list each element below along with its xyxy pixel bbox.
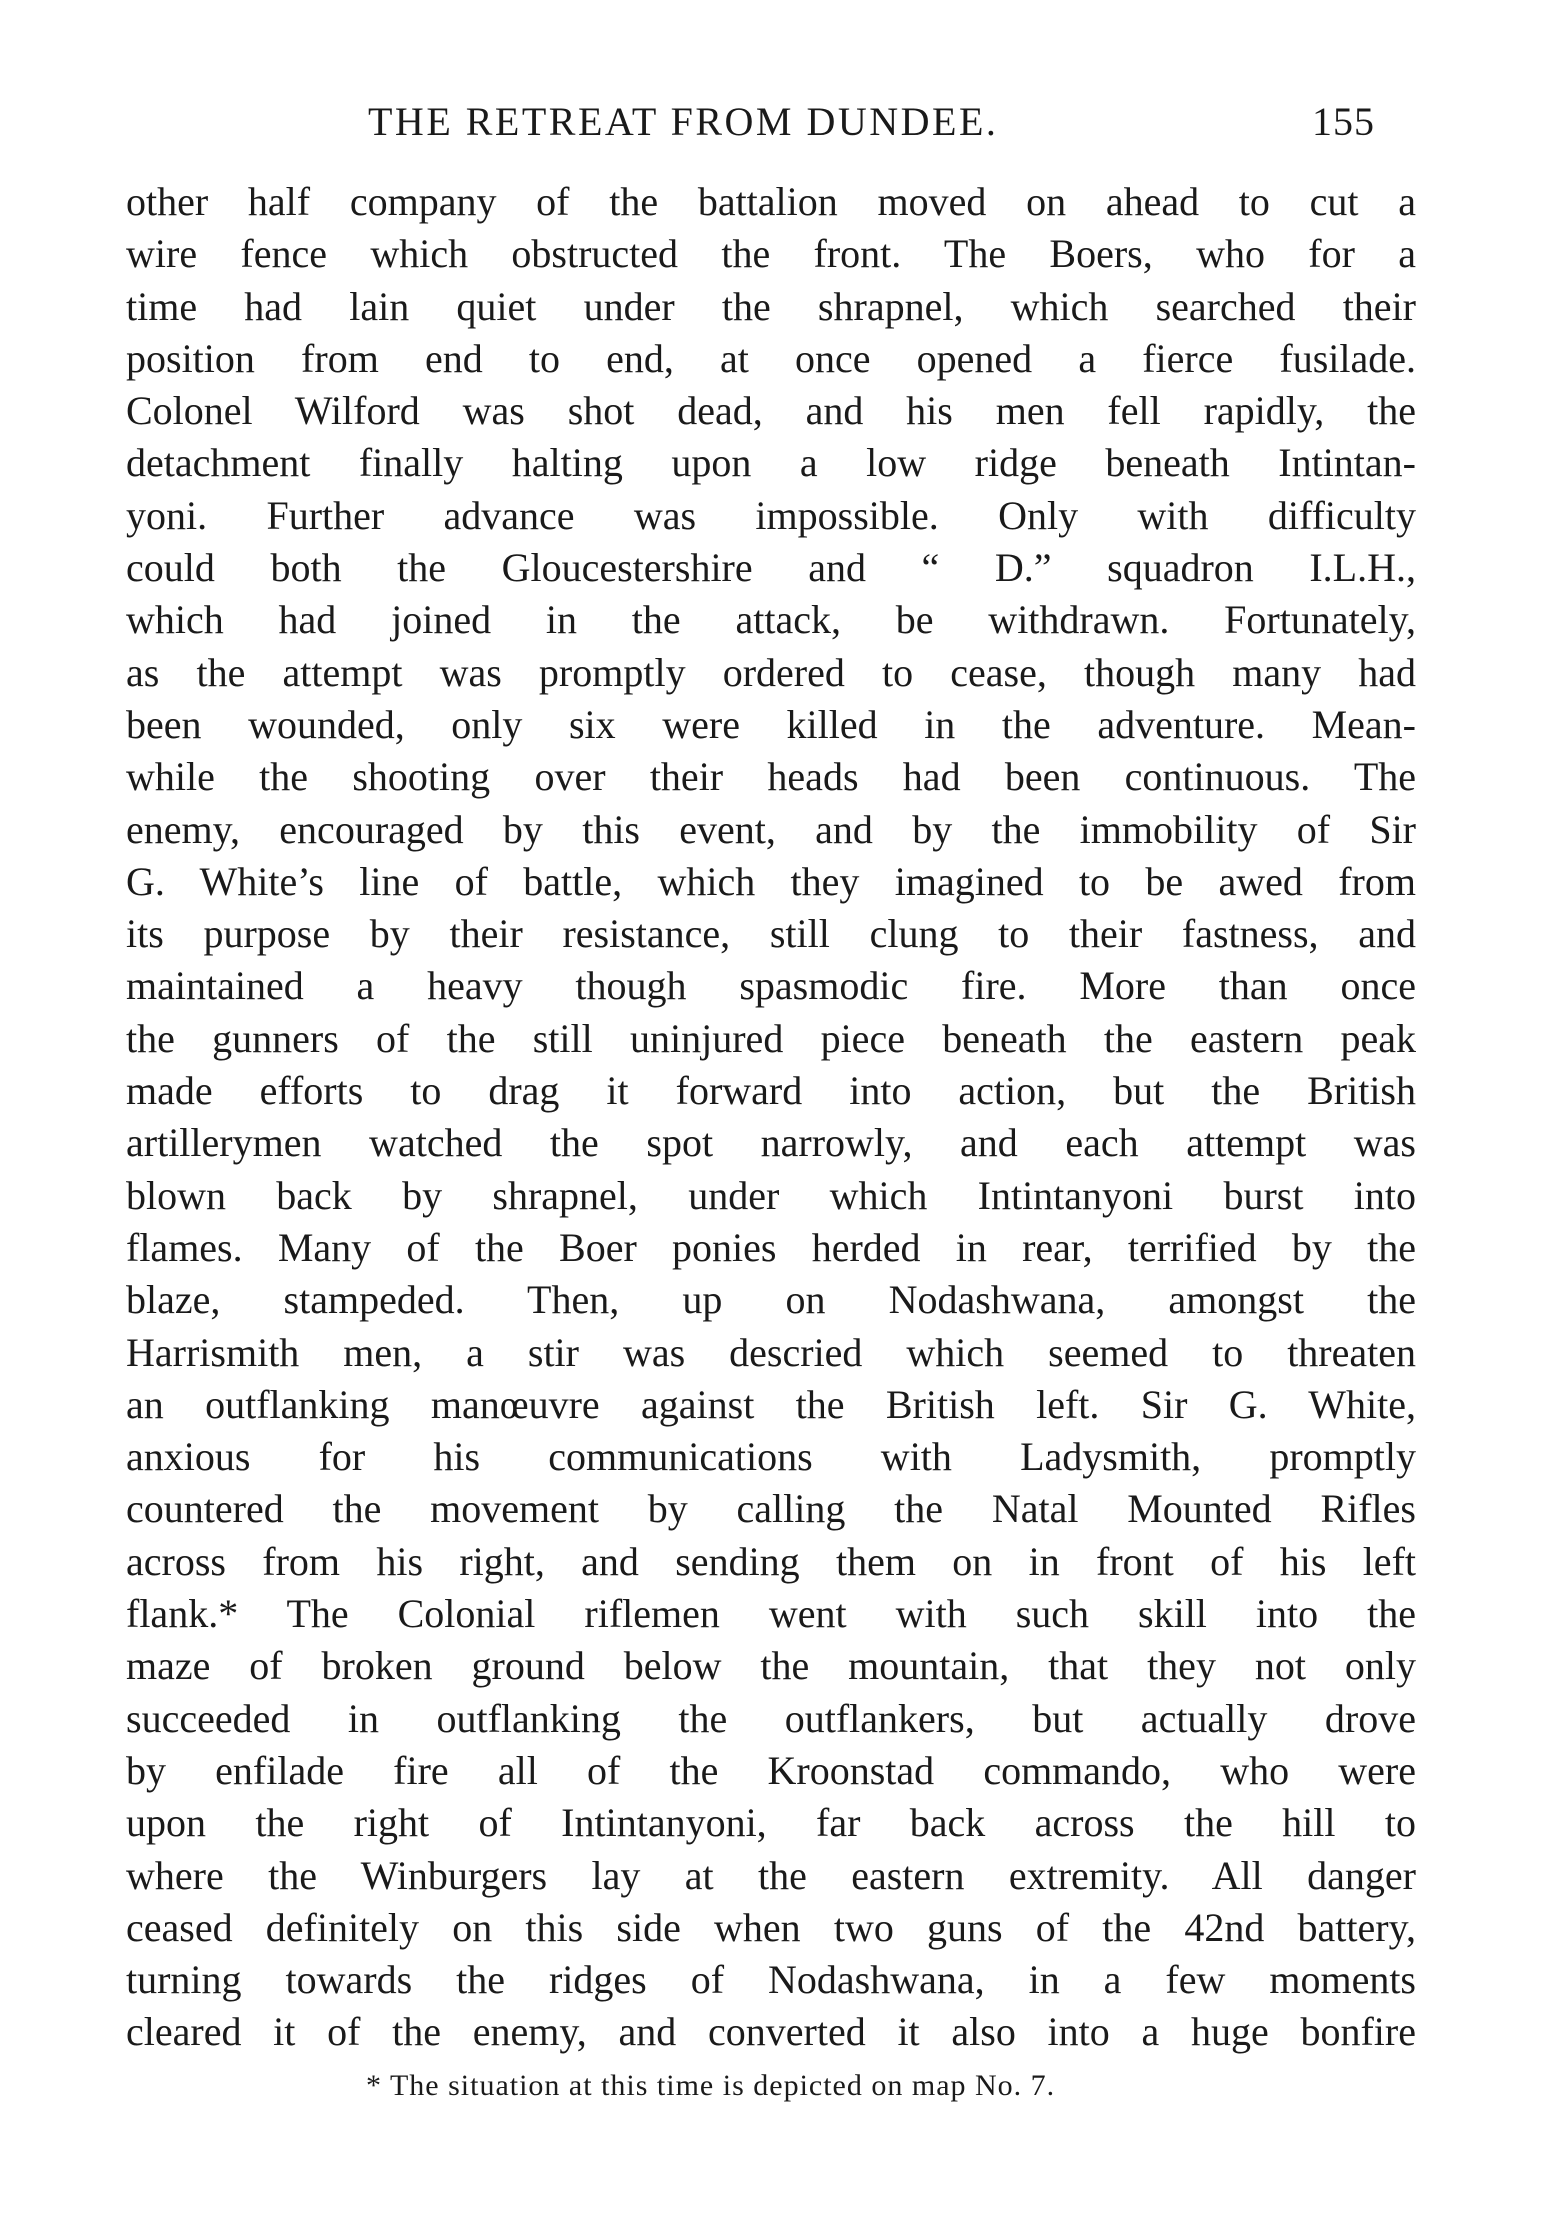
text-line: maintained a heavy though spasmodic fire. More than once — [126, 963, 1416, 1009]
text-line: Colonel Wilford was shot dead, and his men fell rapidly, the — [126, 388, 1416, 434]
text-line: Harrismith men, a stir was descried which seemed to threaten — [126, 1329, 1416, 1375]
text-line: maze of broken ground below the mountain, that they not only — [126, 1643, 1416, 1689]
body-text — [126, 176, 1416, 2059]
text-line: upon the right of Intintanyoni, far back across the hill to — [126, 1800, 1416, 1846]
text-line: yoni. Further advance was impossible. Only with difficulty — [126, 492, 1416, 538]
text-line: which had joined in the attack, be withdrawn. Fortunately, — [126, 597, 1416, 643]
text-line: blown back by shrapnel, under which Intintanyoni burst into — [126, 1172, 1416, 1218]
text-line: the gunners of the still uninjured piece beneath the eastern peak — [126, 1015, 1416, 1061]
running-head — [0, 92, 1560, 152]
text-line: countered the movement by calling the Natal Mounted Rifles — [126, 1486, 1416, 1532]
text-line: across from his right, and sending them on in front of his left — [126, 1538, 1416, 1584]
text-line: made efforts to drag it forward into action, but the British — [126, 1068, 1416, 1114]
text-line: anxious for his communications with Ladysmith, promptly — [126, 1434, 1416, 1480]
text-line: an outflanking manœuvre against the British left. Sir G. White, — [126, 1381, 1416, 1427]
text-line: position from end to end, at once opened a fierce fusilade. — [126, 335, 1416, 381]
text-line: by enfilade fire all of the Kroonstad commando, who were — [126, 1747, 1416, 1793]
text-line: flank.* The Colonial riflemen went with such skill into the — [126, 1591, 1416, 1637]
text-line: as the attempt was promptly ordered to cease, though many had — [126, 649, 1416, 695]
page-number: 155 — [1312, 99, 1375, 144]
text-line: wire fence which obstructed the front. The Boers, who for a — [126, 231, 1416, 277]
footnote: * The situation at this time is depicted on map No. 7. — [366, 2069, 1056, 2102]
text-line: other half company of the battalion moved on ahead to cut a — [126, 179, 1416, 224]
text-line: while the shooting over their heads had been continuous. The — [126, 754, 1416, 800]
text-line: cleared it of the enemy, and converted it also into a huge bonfire — [126, 2009, 1416, 2055]
text-line: succeeded in outflanking the outflankers, but actually drove — [126, 1695, 1416, 1741]
text-line: flames. Many of the Boer ponies herded in rear, terrified by the — [126, 1224, 1416, 1270]
text-line: enemy, encouraged by this event, and by the immobility of Sir — [126, 806, 1416, 852]
text-line: time had lain quiet under the shrapnel, which searched their — [126, 283, 1416, 329]
text-line: detachment finally halting upon a low ridge beneath Intintan- — [126, 440, 1416, 486]
text-line: ceased definitely on this side when two guns of the 42nd battery, — [126, 1904, 1416, 1950]
text-line: turning towards the ridges of Nodashwana, in a few moments — [126, 1957, 1416, 2003]
text-line: blaze, stampeded. Then, up on Nodashwana, amongst the — [126, 1277, 1416, 1323]
text-line: where the Winburgers lay at the eastern extremity. All danger — [126, 1852, 1416, 1898]
text-line: could both the Gloucestershire and “ D.” squadron I.L.H., — [126, 545, 1416, 591]
text-line: been wounded, only six were killed in the adventure. Mean- — [126, 701, 1416, 747]
text-line: G. White’s line of battle, which they imagined to be awed from — [126, 858, 1416, 904]
running-title: THE RETREAT FROM DUNDEE. — [368, 99, 999, 144]
text-line: its purpose by their resistance, still clung to their fastness, and — [126, 911, 1416, 957]
text-line: artillerymen watched the spot narrowly, and each attempt was — [126, 1120, 1416, 1166]
